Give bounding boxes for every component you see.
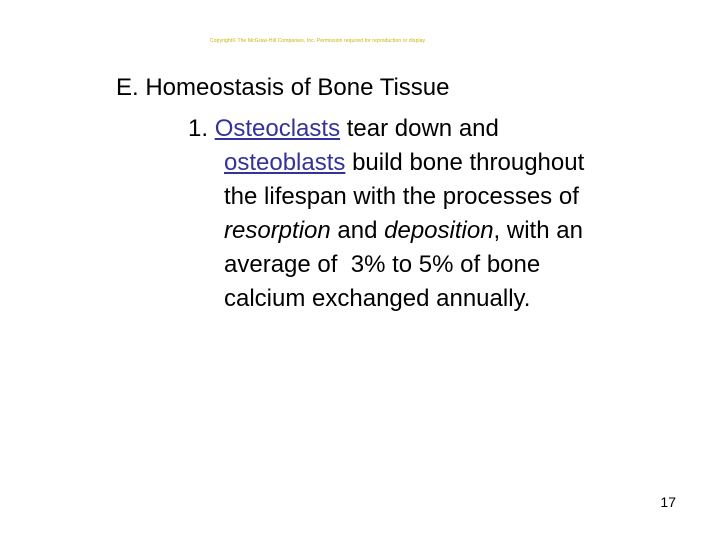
- text-line-4: [224, 214, 584, 248]
- bullet-point-text: [188, 112, 585, 316]
- text-line-5: average of 3% to 5% of bone: [224, 251, 541, 278]
- text-line-4-rest: , with an: [493, 217, 583, 244]
- osteoclasts-link[interactable]: Osteoclasts: [214, 115, 341, 142]
- text-line-2-rest: build bone throughout: [345, 149, 585, 176]
- osteoblasts-link[interactable]: osteoblasts: [224, 149, 346, 176]
- text-line-4-mid: and: [330, 217, 385, 244]
- page-number: 17: [660, 494, 676, 510]
- point-number: 1.: [188, 115, 209, 142]
- bullet-point-1: [188, 112, 584, 316]
- text-line-1-rest: tear down and: [340, 115, 499, 142]
- resorption-term: resorption: [224, 217, 331, 244]
- deposition-term: deposition: [384, 217, 494, 244]
- text-line-3: the lifespan with the processes of: [224, 183, 579, 210]
- copyright-notice: Copyright© The McGraw-Hill Companies, Inc. Permission required for reproduction or display: [210, 38, 426, 44]
- section-heading: E. Homeostasis of Bone Tissue: [116, 74, 450, 101]
- text-line-1: [188, 112, 584, 146]
- text-line-6: calcium exchanged annually.: [224, 285, 531, 312]
- text-line-2: [224, 146, 584, 180]
